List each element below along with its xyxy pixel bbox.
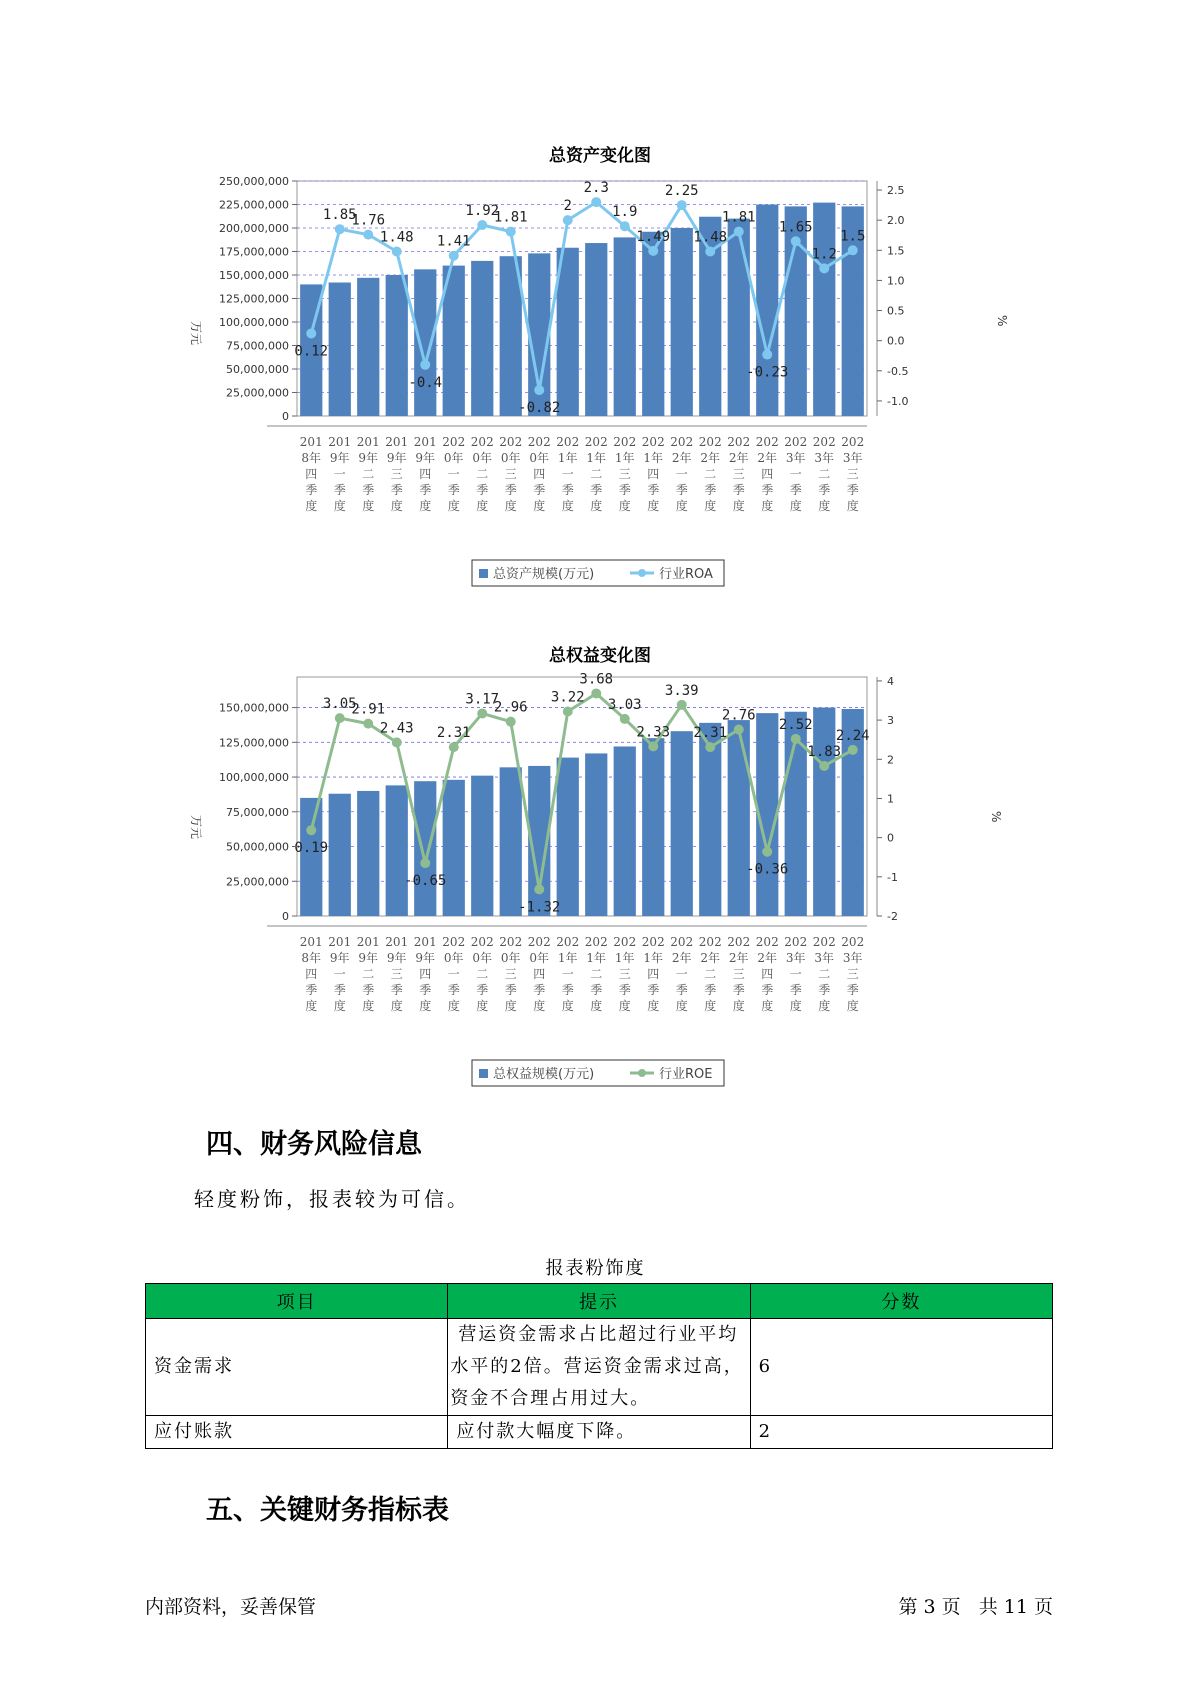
equity-data-label: 2.43	[379, 720, 414, 737]
assets-x-tick-label: 202 2年四季度	[755, 435, 779, 513]
equity-point	[563, 706, 573, 716]
assets-y-left-tick-label: 25,000,000	[226, 386, 289, 400]
assets-y-left-tick-label: 175,000,000	[219, 245, 289, 259]
assets-bar	[642, 232, 664, 416]
assets-data-label: -0.23	[746, 364, 789, 381]
equity-point	[477, 708, 487, 718]
equity-data-label: 2.31	[693, 725, 728, 742]
equity-bar	[386, 785, 408, 916]
equity-point	[506, 717, 516, 727]
equity-x-tick-label: 202 2年四季度	[755, 935, 779, 1013]
table-cell-hint	[448, 1319, 750, 1416]
equity-bar	[357, 791, 379, 916]
table-cell-item: 资金需求	[146, 1319, 448, 1416]
equity-point	[648, 741, 658, 751]
assets-data-label: 1.9	[612, 204, 638, 221]
hint-line: 水平的2倍。营运资金需求过高，	[450, 1356, 744, 1377]
assets-data-label: 1.5	[840, 228, 866, 245]
equity-y-right-tick-label: -1	[887, 870, 898, 884]
assets-x-tick-label: 202 2年三季度	[727, 435, 751, 513]
table-row	[146, 1416, 1053, 1449]
assets-y-left-tick-label: 250,000,000	[219, 175, 289, 188]
section5-heading: 五、关键财务指标表	[206, 1495, 449, 1526]
assets-x-tick-label: 201 8年四季度	[299, 435, 323, 513]
assets-point	[591, 197, 601, 207]
assets-y-left-tick-label: 125,000,000	[219, 292, 289, 306]
table-caption: 报表粉饰度	[545, 1258, 646, 1279]
assets-x-tick-label: 202 3年一季度	[784, 435, 808, 513]
assets-point	[563, 215, 573, 225]
equity-y-left-label: 万元	[189, 815, 203, 840]
equity-point	[335, 713, 345, 723]
equity-bar	[329, 794, 351, 916]
equity-data-label: 3.03	[607, 696, 642, 713]
assets-x-tick-label: 202 3年三季度	[841, 435, 865, 513]
equity-bar	[443, 780, 465, 916]
assets-data-label: 1.76	[351, 212, 386, 229]
assets-bar	[414, 269, 436, 416]
equity-x-tick-label: 201 9年三季度	[385, 935, 409, 1013]
table-cell-hint	[448, 1416, 750, 1449]
equity-point	[449, 742, 459, 752]
assets-x-tick-label: 202 2年一季度	[670, 435, 694, 513]
table-row	[146, 1319, 1053, 1416]
equity-point	[791, 734, 801, 744]
assets-x-tick-label: 202 1年四季度	[641, 435, 665, 513]
equity-data-label: 2.91	[351, 701, 386, 718]
equity-bar	[300, 798, 322, 916]
equity-x-tick-label: 201 8年四季度	[299, 935, 323, 1013]
assets-x-tick-label: 202 0年二季度	[470, 435, 494, 513]
equity-x-tick-label: 202 3年二季度	[812, 935, 836, 1013]
equity-data-label: 2.24	[835, 727, 870, 744]
equity-x-tick-label: 202 3年三季度	[841, 935, 865, 1013]
assets-chart-title: 总资产变化图	[549, 146, 651, 166]
equity-y-left-tick-label: 150,000,000	[219, 701, 289, 715]
assets-x-tick-label: 202 0年三季度	[499, 435, 523, 513]
equity-x-tick-label: 202 0年一季度	[442, 935, 466, 1013]
assets-data-label: 1.2	[811, 246, 837, 263]
assets-point	[819, 263, 829, 273]
equity-point	[363, 719, 373, 729]
equity-bar	[500, 767, 522, 916]
equity-x-tick-label: 202 2年一季度	[670, 935, 694, 1013]
equity-point	[819, 761, 829, 771]
equity-x-tick-label: 202 1年四季度	[641, 935, 665, 1013]
footer-page-number: 第 3 页 共 11 页	[898, 1596, 1053, 1618]
assets-bar	[357, 278, 379, 416]
equity-bar	[671, 731, 693, 916]
assets-data-label: 1.49	[636, 228, 671, 245]
assets-point	[620, 221, 630, 231]
equity-point	[420, 858, 430, 868]
assets-bar	[471, 261, 493, 416]
equity-data-label: 2.52	[778, 716, 813, 733]
equity-data-label: 3.05	[322, 696, 357, 713]
equity-y-left-tick-label: 100,000,000	[219, 771, 289, 785]
equity-y-right-tick-label: -2	[887, 910, 898, 923]
assets-y-right-tick-label: -1.0	[887, 394, 909, 408]
equity-y-left-tick-label: 50,000,000	[226, 840, 289, 854]
assets-point	[705, 247, 715, 257]
equity-data-label: 2.96	[493, 699, 528, 716]
assets-data-label: 1.65	[778, 219, 813, 236]
assets-point	[677, 200, 687, 210]
assets-y-right-tick-label: 1.0	[887, 274, 905, 288]
equity-x-tick-label: 202 0年四季度	[527, 935, 551, 1013]
equity-data-label: -0.36	[746, 861, 789, 878]
equity-y-left-tick-label: 25,000,000	[226, 875, 289, 889]
equity-x-tick-label: 202 1年二季度	[584, 935, 608, 1013]
assets-data-label: 0.12	[294, 343, 329, 360]
equity-point	[534, 884, 544, 894]
table-header-item: 项目	[146, 1284, 448, 1319]
equity-x-tick-label: 202 1年三季度	[613, 935, 637, 1013]
assets-bar	[756, 205, 778, 417]
assets-point	[762, 350, 772, 360]
equity-data-label: -0.65	[404, 873, 447, 890]
assets-data-label: 1.41	[436, 233, 471, 250]
assets-data-label: 1.92	[465, 202, 500, 219]
assets-legend-line-marker	[638, 569, 646, 577]
equity-y-right-tick-label: 0	[887, 831, 894, 845]
assets-chart	[180, 135, 1009, 600]
assets-bar	[728, 219, 750, 416]
assets-data-label: 2.25	[664, 183, 699, 200]
equity-chart-title: 总权益变化图	[549, 646, 651, 666]
equity-legend-line-label: 行业ROE	[659, 1067, 713, 1082]
equity-legend	[472, 1060, 724, 1086]
equity-y-right-label: %	[989, 811, 1003, 823]
equity-legend-line-marker	[638, 1069, 646, 1077]
hint-line: 应付款大幅度下降。	[456, 1421, 637, 1442]
equity-chart-svg	[180, 635, 1003, 1100]
assets-y-left-tick-label: 100,000,000	[219, 316, 289, 329]
assets-point	[506, 227, 516, 237]
equity-point	[591, 688, 601, 698]
equity-y-left-tick-label: 75,000,000	[226, 805, 289, 819]
assets-bar	[386, 275, 408, 416]
assets-data-label: -0.4	[408, 374, 443, 391]
assets-point	[734, 227, 744, 237]
assets-bar	[329, 283, 351, 416]
assets-x-tick-label: 202 1年三季度	[613, 435, 637, 513]
assets-y-right-label: %	[995, 315, 1009, 327]
assets-point	[449, 251, 459, 261]
section4-heading: 四、财务风险信息	[206, 1129, 422, 1160]
table-header-score: 分数	[750, 1284, 1052, 1319]
equity-x-tick-label: 202 2年三季度	[727, 935, 751, 1013]
assets-point	[306, 328, 316, 338]
equity-point	[705, 742, 715, 752]
assets-bar	[671, 228, 693, 416]
equity-data-label: 3.68	[579, 671, 614, 688]
equity-data-label: 2.31	[436, 725, 471, 742]
footer-left: 内部资料，妥善保管	[145, 1596, 317, 1618]
equity-x-tick-label: 201 9年四季度	[413, 935, 437, 1013]
assets-x-tick-label: 201 9年二季度	[356, 435, 380, 513]
equity-point	[677, 700, 687, 710]
assets-y-left-tick-label: 225,000,000	[219, 198, 289, 212]
assets-x-tick-label: 202 1年一季度	[556, 435, 580, 513]
assets-legend-bar-swatch	[479, 569, 488, 578]
equity-x-tick-label: 202 2年二季度	[698, 935, 722, 1013]
equity-x-tick-label: 202 3年一季度	[784, 935, 808, 1013]
assets-bar	[614, 237, 636, 416]
assets-data-label: 1.81	[721, 209, 756, 226]
equity-y-right-tick-label: 3	[887, 714, 894, 728]
assets-point	[335, 224, 345, 234]
assets-data-label: 1.85	[322, 207, 357, 224]
equity-data-label: 2.76	[721, 707, 756, 724]
equity-x-tick-label: 201 9年一季度	[328, 935, 352, 1013]
equity-point	[734, 725, 744, 735]
assets-y-right-tick-label: 0.0	[887, 334, 905, 348]
equity-y-right-tick-label: 2	[887, 753, 894, 767]
table-header-row	[146, 1284, 1053, 1319]
equity-y-right-tick-label: 1	[887, 792, 894, 806]
assets-y-left-tick-label: 150,000,000	[219, 269, 289, 282]
table-header-hint: 提示	[448, 1284, 750, 1319]
equity-bar	[414, 781, 436, 916]
assets-data-label: 2.3	[583, 180, 609, 197]
equity-point	[848, 745, 858, 755]
equity-bar	[557, 758, 579, 916]
assets-x-tick-label: 202 0年四季度	[527, 435, 551, 513]
equity-data-label: 0.19	[294, 840, 329, 857]
equity-bar	[642, 738, 664, 916]
table-cell-score: 2	[750, 1416, 1052, 1449]
assets-data-label: 1.48	[379, 229, 414, 246]
equity-point	[392, 737, 402, 747]
equity-x-tick-label: 202 1年一季度	[556, 935, 580, 1013]
assets-x-tick-label: 202 3年二季度	[812, 435, 836, 513]
equity-legend-bar-label: 总权益规模(万元)	[493, 1067, 595, 1082]
assets-y-left-tick-label: 0	[282, 410, 289, 423]
equity-point	[306, 825, 316, 835]
assets-legend-bar-label: 总资产规模(万元)	[493, 567, 595, 582]
equity-x-tick-label: 202 0年二季度	[470, 935, 494, 1013]
equity-data-label: 3.39	[664, 682, 699, 699]
hint-line: 营运资金需求占比超过行业平均	[458, 1324, 739, 1345]
assets-chart-svg	[180, 135, 1009, 600]
assets-y-left-label: 万元	[189, 321, 203, 346]
assets-y-left-tick-label: 200,000,000	[219, 222, 289, 235]
assets-point	[392, 247, 402, 257]
assets-x-tick-label: 202 1年二季度	[584, 435, 608, 513]
assets-data-label: 2	[563, 198, 572, 215]
assets-x-tick-label: 202 0年一季度	[442, 435, 466, 513]
equity-data-label: 3.17	[465, 691, 500, 708]
table-cell-item: 应付账款	[146, 1416, 448, 1449]
section4-paragraph: 轻度粉饰，报表较为可信。	[194, 1187, 470, 1211]
assets-point	[420, 360, 430, 370]
assets-y-right-tick-label: 2.5	[887, 184, 905, 198]
assets-y-left-tick-label: 75,000,000	[226, 339, 289, 353]
equity-bar	[614, 746, 636, 916]
equity-x-tick-label: 202 0年三季度	[499, 935, 523, 1013]
assets-point	[363, 230, 373, 240]
equity-point	[762, 847, 772, 857]
assets-y-right-tick-label: 1.5	[887, 244, 905, 258]
table-cell-score: 6	[750, 1319, 1052, 1416]
equity-bar	[585, 753, 607, 916]
equity-y-left-tick-label: 125,000,000	[219, 736, 289, 750]
assets-y-left-tick-label: 50,000,000	[226, 363, 289, 376]
assets-bar	[813, 203, 835, 416]
assets-x-tick-label: 201 9年一季度	[328, 435, 352, 513]
assets-point	[477, 220, 487, 230]
assets-y-right-tick-label: 0.5	[887, 304, 905, 318]
assets-point	[791, 236, 801, 246]
risk-table	[145, 1283, 1053, 1449]
equity-y-left-tick-label: 0	[282, 910, 289, 923]
equity-data-label: 3.22	[550, 689, 585, 706]
assets-point	[848, 245, 858, 255]
equity-data-label: 2.33	[636, 724, 671, 741]
assets-data-label: 1.81	[493, 209, 528, 226]
equity-legend-bar-swatch	[479, 1069, 488, 1078]
assets-bar	[585, 243, 607, 416]
equity-bar	[813, 708, 835, 916]
assets-point	[648, 246, 658, 256]
assets-y-right-tick-label: -0.5	[887, 364, 909, 378]
equity-bar	[728, 720, 750, 916]
assets-legend-line-label: 行业ROA	[659, 567, 713, 582]
hint-line: 资金不合理占用过大。	[450, 1388, 651, 1409]
assets-legend	[472, 560, 724, 586]
assets-y-right-tick-label: 2.0	[887, 214, 905, 228]
equity-y-right-tick-label: 4	[887, 674, 894, 688]
assets-x-tick-label: 201 9年三季度	[385, 435, 409, 513]
equity-data-label: 1.83	[807, 743, 842, 760]
assets-data-label: 1.48	[693, 229, 728, 246]
equity-chart	[180, 635, 1003, 1100]
equity-bar	[471, 776, 493, 916]
equity-x-tick-label: 201 9年二季度	[356, 935, 380, 1013]
assets-x-tick-label: 202 2年二季度	[698, 435, 722, 513]
assets-data-label: -0.82	[518, 400, 561, 417]
assets-x-tick-label: 201 9年四季度	[413, 435, 437, 513]
equity-data-label: -1.32	[518, 899, 561, 916]
equity-point	[620, 714, 630, 724]
assets-point	[534, 385, 544, 395]
